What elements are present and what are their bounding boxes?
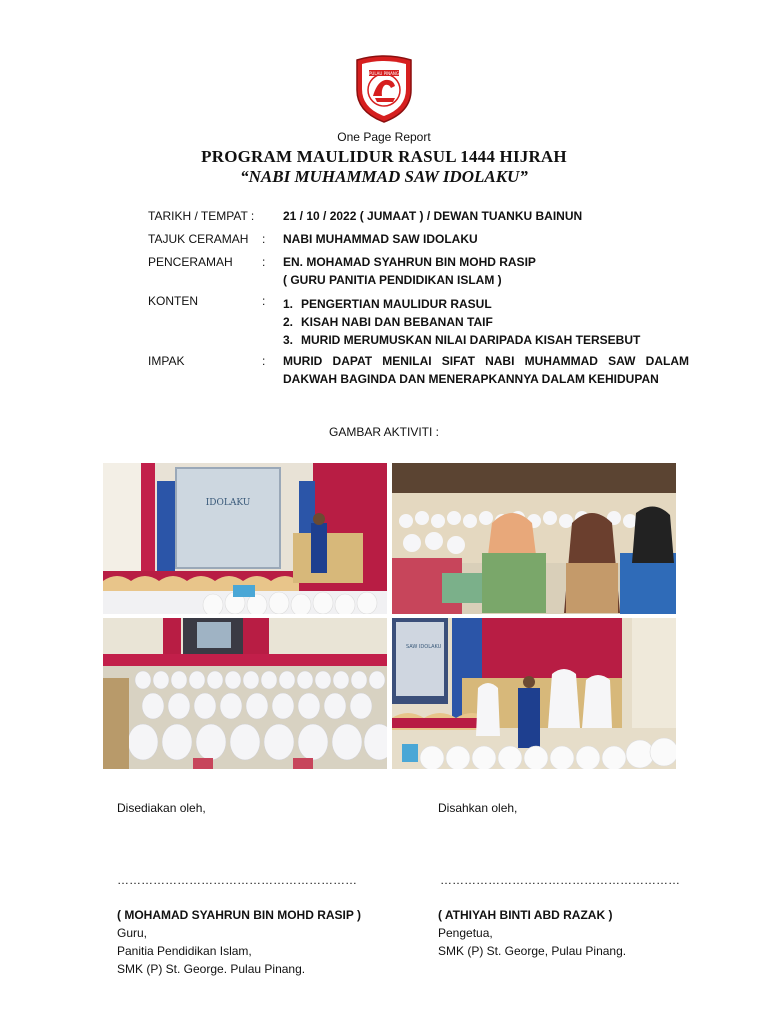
signatory-school: SMK (P) St. George, Pulau Pinang. bbox=[438, 944, 627, 958]
detail-colon: : bbox=[262, 294, 266, 308]
detail-label: KONTEN bbox=[148, 294, 199, 308]
detail-value bbox=[283, 253, 689, 289]
signatory-name: ( MOHAMAD SYAHRUN BIN MOHD RASIP ) bbox=[117, 908, 362, 922]
approved-by-label: Disahkan oleh, bbox=[438, 801, 518, 815]
report-label: One Page Report bbox=[337, 130, 431, 144]
crest-text: PULAU PINANG bbox=[368, 71, 400, 76]
school-crest-logo bbox=[351, 52, 417, 124]
signature-line-left: …………………………………………………… bbox=[117, 873, 357, 887]
slide-text: IDOLAKU bbox=[205, 498, 251, 508]
signatory-role: Guru, bbox=[117, 926, 148, 940]
detail-colon: : bbox=[262, 255, 266, 269]
activity-photo-stage bbox=[103, 463, 387, 614]
signatory-role: Pengetua, bbox=[438, 926, 493, 940]
list-item: 3. MURID MERUMUSKAN NILAI DARIPADA KISAH TERSEBUT bbox=[283, 333, 641, 347]
detail-value bbox=[283, 295, 689, 349]
speaker-role: ( GURU PANITIA PENDIDIKAN ISLAM ) bbox=[283, 273, 502, 287]
detail-label: IMPAK bbox=[148, 354, 185, 368]
list-item: 2. KISAH NABI DAN BEBANAN TAIF bbox=[283, 315, 493, 329]
page-title: PROGRAM MAULIDUR RASUL 1444 HIJRAH bbox=[201, 147, 567, 166]
detail-colon: : bbox=[262, 232, 266, 246]
detail-value: 21 / 10 / 2022 ( JUMAAT ) / DEWAN TUANKU BAINUN bbox=[283, 209, 583, 223]
signature-block-right bbox=[438, 906, 626, 960]
signatory-name: ( ATHIYAH BINTI ABD RAZAK ) bbox=[438, 908, 613, 922]
signature-line-right: …………………………………………………… bbox=[440, 873, 680, 887]
list-item: 1. PENGERTIAN MAULIDUR RASUL bbox=[283, 297, 492, 311]
signatory-school: SMK (P) St. George. Pulau Pinang. bbox=[117, 962, 306, 976]
activity-photo-audience bbox=[392, 463, 676, 614]
detail-value: MURID DAPAT MENILAI SIFAT NABI MUHAMMAD SAW DALAM DAKWAH BAGINDA DAN MENERAPKANNYA DALAM KEHIDUPAN bbox=[283, 354, 689, 386]
prepared-by-label: Disediakan oleh, bbox=[117, 801, 206, 815]
signatory-panel: Panitia Pendidikan Islam, bbox=[117, 944, 252, 958]
detail-label: TARIKH / TEMPAT : bbox=[148, 209, 255, 223]
activity-photo-hall bbox=[103, 618, 387, 769]
detail-colon: : bbox=[262, 354, 266, 368]
detail-label: TAJUK CERAMAH bbox=[148, 232, 249, 246]
detail-value: NABI MUHAMMAD SAW IDOLAKU bbox=[283, 232, 478, 246]
detail-label: PENCERAMAH bbox=[148, 255, 233, 269]
school-crest-icon bbox=[351, 52, 417, 124]
slide-text-2: SAW IDOLAKU bbox=[406, 644, 442, 650]
signature-block-left bbox=[117, 906, 361, 978]
gallery-label: GAMBAR AKTIVITI : bbox=[328, 425, 440, 439]
activity-photo-students bbox=[392, 618, 676, 769]
content-list bbox=[283, 295, 689, 349]
speaker-name: EN. MOHAMAD SYAHRUN BIN MOHD RASIP bbox=[283, 255, 536, 269]
page-theme: “NABI MUHAMMAD SAW IDOLAKU” bbox=[240, 167, 528, 186]
